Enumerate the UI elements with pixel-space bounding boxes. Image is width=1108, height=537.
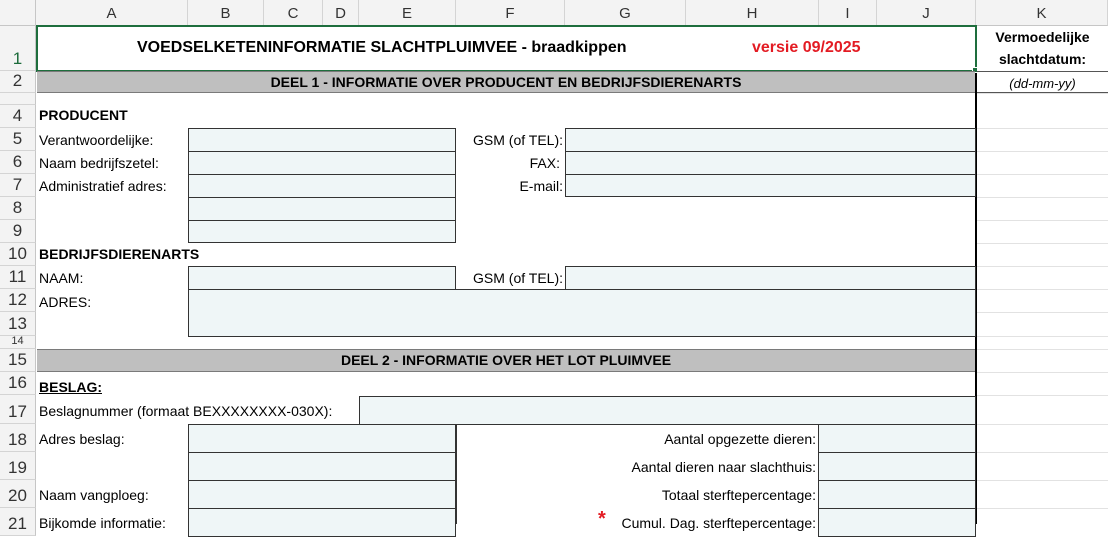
administratief-adres-label: Administratief adres:	[39, 178, 167, 194]
dieren-naar-slachthuis-input[interactable]	[818, 452, 976, 481]
dierenarts-adres-input[interactable]	[188, 289, 976, 337]
bijkomende-informatie-label: Bijkomde informatie:	[39, 515, 166, 531]
dierenarts-naam-input[interactable]	[188, 266, 456, 290]
sterftepercentage-label: Totaal sterftepercentage:	[661, 487, 816, 503]
row-header-7[interactable]: 7	[0, 174, 36, 197]
k-header-line2: slachtdatum:	[998, 51, 1087, 67]
col-header-a[interactable]: A	[36, 0, 188, 26]
dieren-naar-slachthuis-label: Aantal dieren naar slachthuis:	[631, 459, 816, 475]
row-header-9[interactable]: 9	[0, 220, 36, 243]
col-header-k[interactable]: K	[976, 0, 1108, 26]
row-header-15[interactable]: 15	[0, 349, 36, 372]
adres-beslag-input-1[interactable]	[188, 424, 456, 453]
row-header-12[interactable]: 12	[0, 289, 36, 312]
row-header-17[interactable]: 17	[0, 395, 36, 424]
producent-gsm-label: GSM (of TEL):	[473, 132, 563, 148]
beslagnummer-input[interactable]	[359, 396, 976, 425]
row-header-8[interactable]: 8	[0, 197, 36, 220]
col-header-h[interactable]: H	[686, 0, 819, 26]
row-header-16[interactable]: 16	[0, 372, 36, 395]
required-asterisk: *	[598, 508, 606, 530]
dierenarts-adres-label: ADRES:	[39, 294, 92, 310]
row-header-4[interactable]: 4	[0, 105, 36, 128]
row-header-5[interactable]: 5	[0, 128, 36, 151]
row-header-11[interactable]: 11	[0, 266, 36, 289]
dierenarts-heading: BEDRIJFSDIERENARTS	[39, 246, 200, 262]
naam-vangploeg-input[interactable]	[188, 480, 456, 509]
beslag-heading: BESLAG:	[39, 379, 102, 395]
col-header-j[interactable]: J	[877, 0, 976, 26]
adres-beslag-label: Adres beslag:	[39, 431, 125, 447]
col-header-f[interactable]: F	[456, 0, 565, 26]
section-divider	[456, 424, 457, 524]
col-header-i[interactable]: I	[819, 0, 877, 26]
naam-vangploeg-label: Naam vangploeg:	[39, 487, 149, 503]
row-header-20[interactable]: 20	[0, 480, 36, 508]
bijkomende-informatie-input[interactable]	[188, 508, 456, 537]
fax-label: FAX:	[529, 155, 560, 171]
opgezette-dieren-input[interactable]	[818, 424, 976, 453]
date-cell[interactable]	[977, 71, 1108, 93]
producent-gsm-input[interactable]	[565, 128, 976, 152]
adres-line2-input[interactable]	[188, 197, 456, 221]
naam-bedrijfszetel-label: Naam bedrijfszetel:	[39, 155, 159, 171]
producent-heading: PRODUCENT	[39, 107, 128, 123]
cell-selection	[36, 25, 977, 72]
dierenarts-gsm-label: GSM (of TEL):	[473, 270, 563, 286]
col-header-b[interactable]: B	[188, 0, 264, 26]
row-header-19[interactable]: 19	[0, 452, 36, 480]
row-header-18[interactable]: 18	[0, 424, 36, 452]
form-title: VOEDSELKETENINFORMATIE SLACHTPLUIMVEE - braadkippen	[137, 39, 627, 56]
dierenarts-gsm-input[interactable]	[565, 266, 976, 290]
deel1-banner: DEEL 1 - INFORMATIE OVER PRODUCENT EN BEDRIJFSDIERENARTS	[37, 71, 975, 93]
row-header-6[interactable]: 6	[0, 151, 36, 174]
naam-bedrijfszetel-input[interactable]	[188, 151, 456, 175]
col-header-e[interactable]: E	[359, 0, 456, 26]
row-header-3[interactable]	[0, 93, 36, 105]
dierenarts-naam-label: NAAM:	[39, 270, 84, 286]
fax-input[interactable]	[565, 151, 976, 175]
select-all-corner[interactable]	[0, 0, 36, 26]
deel2-banner: DEEL 2 - INFORMATIE OVER HET LOT PLUIMVEE	[37, 349, 975, 372]
email-input[interactable]	[565, 174, 976, 197]
date-hint: (dd-mm-yy)	[1009, 76, 1076, 91]
cumul-sterfte-label: Cumul. Dag. sterftepercentage:	[621, 515, 816, 531]
row-header-2[interactable]: 2	[0, 71, 36, 93]
version-label: versie 09/2025	[752, 39, 861, 56]
cumul-sterfte-input[interactable]	[818, 508, 976, 537]
adres-beslag-input-2[interactable]	[188, 452, 456, 481]
verantwoordelijke-input[interactable]	[188, 128, 456, 152]
col-header-d[interactable]: D	[323, 0, 359, 26]
row-header-14[interactable]: 14	[0, 336, 36, 349]
verantwoordelijke-label: Verantwoordelijke:	[39, 132, 154, 148]
beslagnummer-label: Beslagnummer (formaat BEXXXXXXXX-030X):	[39, 403, 333, 419]
row-header-1[interactable]: 1	[0, 26, 36, 71]
sterftepercentage-input[interactable]	[818, 480, 976, 509]
row-header-13[interactable]: 13	[0, 312, 36, 336]
adres-line3-input[interactable]	[188, 220, 456, 243]
row-header-21[interactable]: 21	[0, 508, 36, 536]
col-header-g[interactable]: G	[565, 0, 686, 26]
k-header-line1: Vermoedelijke	[995, 29, 1090, 45]
opgezette-dieren-label: Aantal opgezette dieren:	[664, 431, 816, 447]
email-label: E-mail:	[519, 178, 563, 194]
adres-line1-input[interactable]	[188, 174, 456, 198]
row-header-10[interactable]: 10	[0, 243, 36, 266]
col-header-c[interactable]: C	[264, 0, 323, 26]
